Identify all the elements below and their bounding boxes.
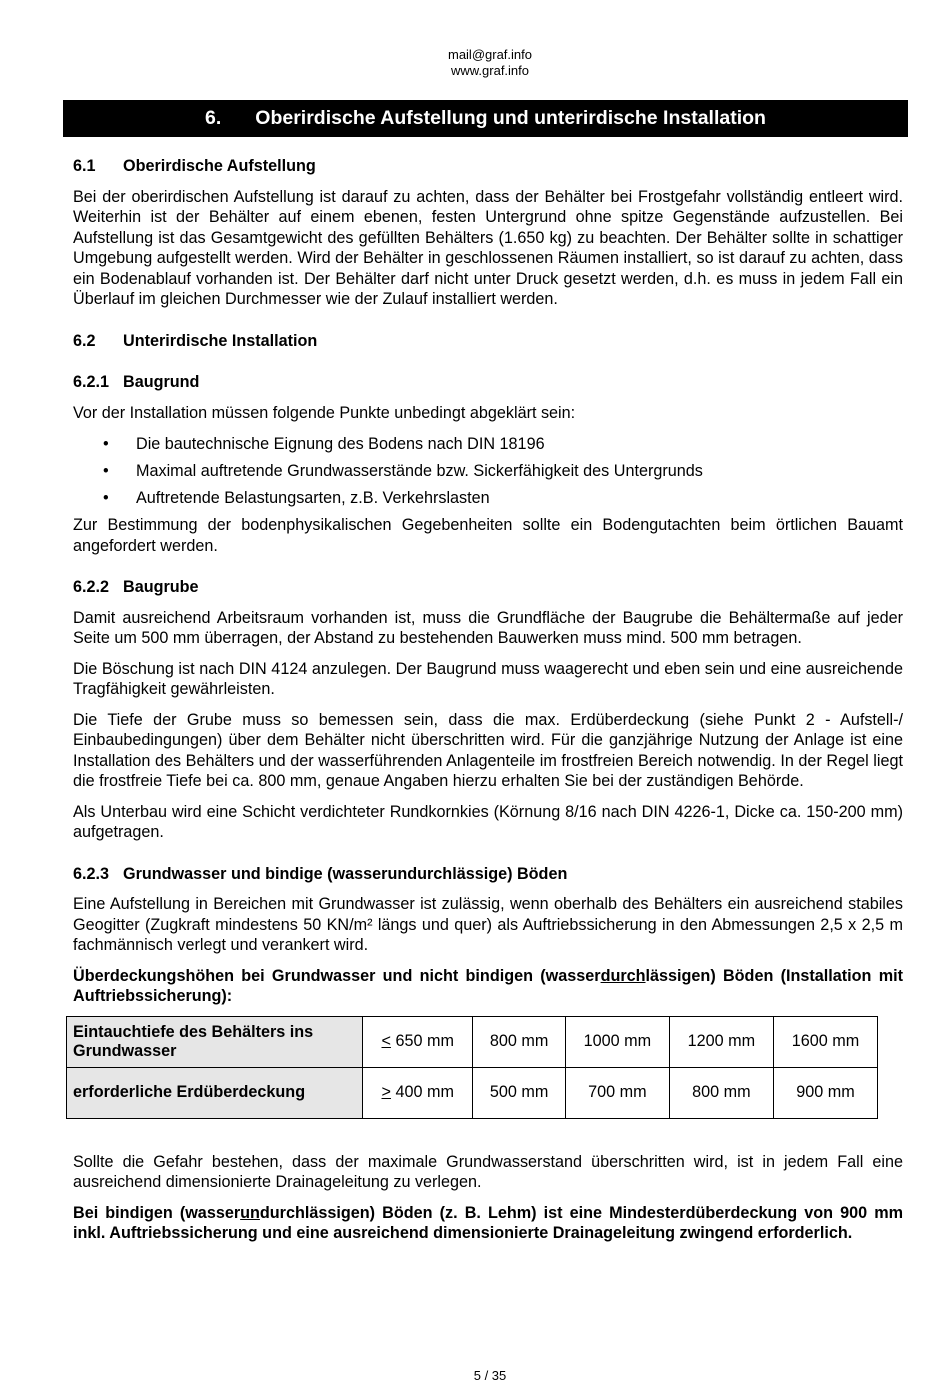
section-6-2-3-heading: 6.2.3 Grundwasser und bindige (wasserundurchlässige) Böden <box>73 864 568 883</box>
section-6-2-1-heading: 6.2.1 Baugrund <box>73 373 200 391</box>
section-6-2-2-heading: 6.2.2 Baugrube <box>73 578 199 596</box>
table-row <box>67 1016 878 1067</box>
section-6-2-2-p3: Die Tiefe der Grube muss so bemessen sein, dass die max. Erdüberdeckung (siehe Punkt 2 - Aufstell-/ Einbaubedingungen) über dem Behälter nicht überschritten wird. Für die ganzjährige Nutzung der Anlage ist eine Installation des Behälters und der wasserführenden Anlagenteile im frostfreien Bereich notwendig. In der Regel liegt die frostfreie Tiefe bei ca. 800 mm, genaue Angaben hierzu erhalten Sie bei der zuständigen Behörde. <box>73 710 903 790</box>
table-cell: 1200 mm <box>669 1016 773 1067</box>
section-6-2-3-p2: Sollte die Gefahr bestehen, dass der maximale Grundwasserstand überschritten wird, ist in jedem Fall eine ausreichend dimensionierte Drainageleitung zu verlegen. <box>73 1152 903 1191</box>
chapter-number: 6. <box>205 107 222 130</box>
bullet-icon: • <box>103 489 109 507</box>
table-cell: 1000 mm <box>565 1016 669 1067</box>
section-6-2-1-outro: Zur Bestimmung der bodenphysikalischen Gegebenheiten sollte ein Bodengutachten beim örtlichen Bauamt angefordert werden. <box>73 516 903 555</box>
bullet-icon: • <box>103 435 109 453</box>
cover-depth-table <box>66 1016 878 1119</box>
table-row-header: Eintauchtiefe des Behälters ins Grundwasser <box>67 1016 363 1067</box>
section-6-2-2-p2: Die Böschung ist nach DIN 4124 anzulegen. Der Baugrund muss waagerecht und eben sein und eine ausreichende Tragfähigkeit gewährleisten. <box>73 659 903 698</box>
table-cell: 800 mm <box>669 1067 773 1118</box>
section-6-2-1-intro: Vor der Installation müssen folgende Punkte unbedingt abgeklärt sein: <box>73 403 576 422</box>
list-item: • Auftretende Belastungsarten, z.B. Verkehrslasten <box>103 489 490 507</box>
table-cell: < 650 mm <box>363 1016 473 1067</box>
table-cell: 900 mm <box>773 1067 877 1118</box>
list-item: • Maximal auftretende Grundwasserstände bzw. Sickerfähigkeit des Untergrunds <box>103 462 703 480</box>
header-website[interactable]: www.graf.info <box>450 63 530 78</box>
table-cell: 1600 mm <box>773 1016 877 1067</box>
section-6-2-heading: 6.2 Unterirdische Installation <box>73 331 318 350</box>
page-number: 5 / 35 <box>473 1368 507 1383</box>
list-item: • Die bautechnische Eignung des Bodens nach DIN 18196 <box>103 435 545 453</box>
page-content <box>73 156 903 1244</box>
section-6-2-3-p3: Bei bindigen (wasserundurchlässigen) Böden (z. B. Lehm) ist eine Mindesterdüberdeckung von 900 mm inkl. Auftriebssicherung und eine ausreichend dimensionierte Drainageleitung zwingend erforderlich. <box>73 1203 903 1242</box>
chapter-heading <box>63 100 908 137</box>
bullet-icon: • <box>103 462 109 480</box>
section-6-2-2-p4: Als Unterbau wird eine Schicht verdichteter Rundkornkies (Körnung 8/16 nach DIN 4226-1, Dicke ca. 150-200 mm) aufgetragen. <box>73 802 903 841</box>
table-cell: > 400 mm <box>363 1067 473 1118</box>
table-row-header: erforderliche Erdüberdeckung <box>67 1067 363 1118</box>
table-cell: 800 mm <box>473 1016 565 1067</box>
table-cell: 500 mm <box>473 1067 565 1118</box>
requirements-list <box>73 434 903 515</box>
table-caption: Überdeckungshöhen bei Grundwasser und nicht bindigen (wasserdurchlässigen) Böden (Installation mit Auftriebssicherung): <box>73 966 904 1005</box>
section-6-1-text: Bei der oberirdischen Aufstellung ist darauf zu achten, dass der Behälter bei Frostgefahr vollständig entleert wird. Weiterhin ist der Behälter auf einem ebenen, festen Untergrund ohne spitze Gegenstände aufzustellen. Bei Aufstellung ist das Gesamtgewicht des gefüllten Behälters (1.650 kg) zu beachten. Der Behälter sollte in schattiger Umgebung aufgestellt werden. Wird der Behälter in geschlossenen Räumen installiert, so ist darauf zu achten, dass ein Bodenablauf vorhanden ist. Der Behälter darf nicht unter Druck gesetzt werden, d.h. es muss in jedem Fall ein Überlauf im gleichen Durchmesser wie der Zulauf installiert werden. <box>73 187 903 308</box>
chapter-title: Oberirdische Aufstellung und unterirdische Installation <box>255 107 766 130</box>
section-6-2-3-p1: Eine Aufstellung in Bereichen mit Grundwasser ist zulässig, wenn oberhalb des Behälters ein ausreichend stabiles Geogitter (Zugkraft mindestens 50 KN/m² längs und quer) als Auftriebssicherung in den Abmessungen 2,5 x 2,5 m fachmännisch verlegt und verankert wird. <box>73 895 903 954</box>
table-cell: 700 mm <box>565 1067 669 1118</box>
header-email[interactable]: mail@graf.info <box>447 47 532 62</box>
section-6-2-2-p1: Damit ausreichend Arbeitsraum vorhanden ist, muss die Grundfläche der Baugrube die Behältermaße auf jeder Seite um 500 mm überragen, der Abstand zu bestehenden Bauwerken muss mind. 500 mm betragen. <box>73 608 903 647</box>
header-contact <box>0 47 950 79</box>
section-6-1-heading: 6.1 Oberirdische Aufstellung <box>73 157 316 175</box>
table-row <box>67 1067 878 1118</box>
